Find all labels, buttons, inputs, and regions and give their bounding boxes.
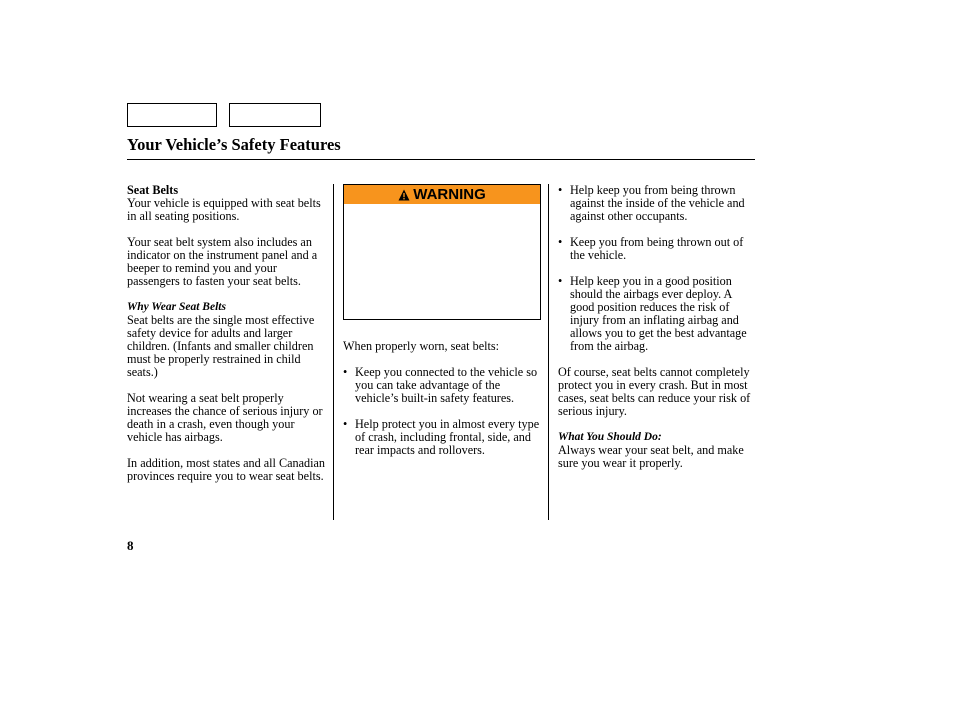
title-divider (127, 159, 755, 160)
page-number: 8 (127, 538, 134, 553)
column-2 (343, 184, 541, 457)
list-item: • Help protect you in almost every type of crash, including frontal, side, and rear impacts and rollovers. (343, 417, 540, 457)
warning-label: WARNING (413, 186, 486, 203)
list-item: • Keep you connected to the vehicle so you can take advantage of the vehicle’s built-in safety features. (343, 365, 538, 405)
nav-tab-box-left (127, 103, 217, 127)
paragraph: Your seat belt system also includes an indicator on the instrument panel and a beeper to remind you and your passengers to fasten your seat belts. (127, 235, 318, 288)
column-divider-2 (548, 184, 549, 520)
list-item: • Help keep you from being thrown against the inside of the vehicle and against other occupants. (558, 183, 745, 223)
paragraph: Not wearing a seat belt properly increases the chance of serious injury or death in a crash, even though your vehicle has airbags. (127, 391, 323, 444)
nav-tab-box-right (229, 103, 321, 127)
paragraph-intro: When properly worn, seat belts: (343, 339, 500, 353)
paragraph: In addition, most states and all Canadian provinces require you to wear seat belts. (127, 456, 326, 483)
column-divider-1 (333, 184, 334, 520)
subheading-why-wear: Why Wear Seat Belts (127, 301, 226, 313)
warning-body (344, 205, 540, 319)
page-title: Your Vehicle’s Safety Features (127, 135, 341, 154)
paragraph: Seat belts are the single most effective safety device for adults and larger children. (Infants and smaller children must be properly restrained in child seats.) (127, 313, 315, 379)
warning-triangle-icon (398, 189, 410, 201)
column-3 (558, 184, 755, 470)
list-item: • Help keep you in a good position should the airbags ever deploy. A good position reduces the risk of injury from an inflating airbag and allows you to get the best advantage from the airbag. (558, 274, 747, 353)
warning-header (344, 185, 540, 204)
paragraph: Always wear your seat belt, and make sure you wear it properly. (558, 443, 744, 470)
paragraph: Of course, seat belts cannot completely protect you in every crash. But in most cases, seat belts can reduce your risk of serious injury. (558, 365, 751, 418)
section-heading-seat-belts: Seat Belts (127, 183, 179, 197)
column-1 (127, 184, 327, 483)
list-item: • Keep you from being thrown out of the vehicle. (558, 235, 744, 262)
subheading-what-you-should-do: What You Should Do: (558, 431, 662, 443)
warning-box (343, 184, 541, 320)
paragraph: Your vehicle is equipped with seat belts in all seating positions. (127, 196, 321, 223)
